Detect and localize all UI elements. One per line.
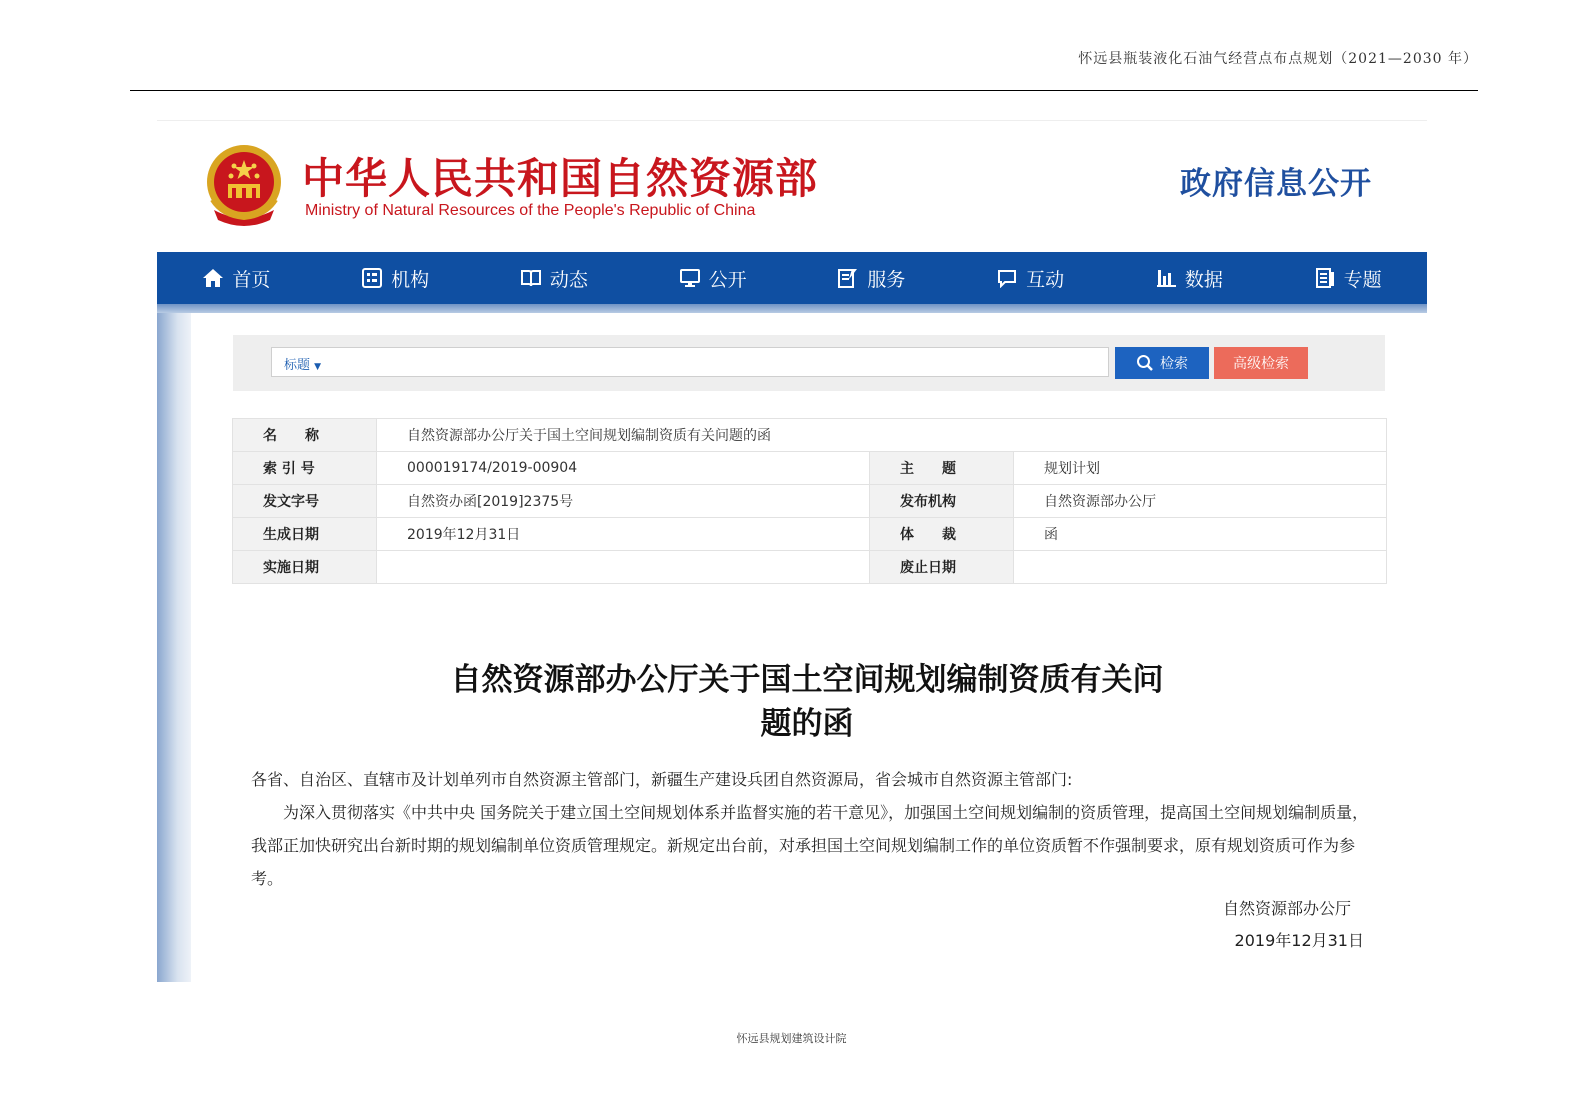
nav-item-data[interactable] [1110, 252, 1269, 304]
nav-label: 机构 [391, 268, 430, 291]
caret-down-icon: ▼ [314, 362, 322, 372]
nav-label: 公开 [708, 268, 747, 291]
search-input[interactable] [271, 347, 1109, 377]
nav-item-open[interactable] [633, 252, 792, 304]
expiry-label: 废止日期 [870, 551, 1014, 584]
topic-value: 规划计划 [1014, 452, 1387, 485]
nav-label: 动态 [549, 268, 588, 291]
genre-label: 体 裁 [870, 518, 1014, 551]
nav-underline [157, 304, 1427, 313]
issuer-label: 发布机构 [870, 485, 1014, 518]
table-row [233, 485, 1387, 518]
table-row [233, 518, 1387, 551]
nav-item-topic[interactable] [1268, 252, 1427, 304]
nav-label: 互动 [1026, 268, 1065, 291]
national-emblem-icon [204, 142, 284, 228]
document-title [157, 658, 1457, 746]
sign-date: 2019年12月31日 [1234, 931, 1364, 950]
info-table [232, 418, 1387, 584]
effective-label: 实施日期 [233, 551, 377, 584]
signer: 自然资源部办公厅 [1222, 899, 1351, 918]
name-value: 自然资源部办公厅关于国土空间规划编制资质有关问题的函 [377, 419, 1387, 452]
nav-label: 首页 [232, 268, 271, 291]
section-title[interactable]: 政府信息公开 [1180, 166, 1372, 202]
bar-chart-icon [1155, 268, 1177, 288]
name-label: 名 称 [233, 419, 377, 452]
site-subtitle: Ministry of Natural Resources of the People's Republic of China [305, 202, 756, 219]
title-line-1: 自然资源部办公厅关于国土空间规划编制资质有关问 [450, 662, 1164, 698]
nav-label: 专题 [1343, 268, 1382, 291]
monitor-icon [679, 268, 701, 288]
table-row [233, 551, 1387, 584]
genre-value: 函 [1014, 518, 1387, 551]
website-screenshot [157, 120, 1427, 982]
nav-item-home[interactable] [157, 252, 316, 304]
docno-value: 自然资办函[2019]2375号 [377, 485, 870, 518]
index-value: 000019174/2019-00904 [377, 452, 870, 485]
site-title: 中华人民共和国自然资源部 [302, 154, 819, 203]
nav-label: 数据 [1184, 268, 1223, 291]
body-paragraph: 为深入贯彻落实《中共中央 国务院关于建立国土空间规划体系并监督实施的若干意见》，加强国土空间规划编制的资质管理，提高国土空间规划编制质量，我部正加快研究出台新时期的规划编制单位资质管理规定。新规定出台前，对承担国土空间规划编制工作的单位资质暂不作强制要求，原有规划资质可作为参考。 [251, 803, 1369, 888]
salutation: 各省、自治区、直辖市及计划单列市自然资源主管部门，新疆生产建设兵团自然资源局，省会城市自然资源主管部门: [251, 770, 1073, 789]
chat-icon [996, 268, 1018, 288]
header-rule [130, 90, 1478, 91]
book-icon [520, 268, 542, 288]
left-shade [157, 313, 191, 982]
table-row [233, 419, 1387, 452]
table-row [233, 452, 1387, 485]
expiry-value [1014, 551, 1387, 584]
search-button-label: 检索 [1160, 356, 1188, 372]
topic-label: 主 题 [870, 452, 1014, 485]
search-icon [1136, 354, 1154, 372]
advanced-search-button[interactable]: 高级检索 [1214, 347, 1308, 379]
search-area [233, 335, 1385, 391]
title-line-2: 题的函 [760, 706, 854, 742]
effective-value [377, 551, 870, 584]
nav-item-interact[interactable] [951, 252, 1110, 304]
page-header-text: 怀远县瓶装液化石油气经营点布点规划（2021—2030 年） [1078, 51, 1478, 67]
date-value: 2019年12月31日 [377, 518, 870, 551]
org-icon [361, 268, 383, 288]
nav-label: 服务 [867, 268, 906, 291]
search-button[interactable] [1115, 347, 1209, 379]
nav-item-org[interactable] [316, 252, 475, 304]
search-scope-select[interactable]: 标题 ▼ [284, 358, 322, 373]
index-label: 索 引 号 [233, 452, 377, 485]
home-icon [202, 268, 224, 288]
date-label: 生成日期 [233, 518, 377, 551]
docno-label: 发文字号 [233, 485, 377, 518]
nav-item-service[interactable] [792, 252, 951, 304]
main-nav [157, 252, 1427, 304]
issuer-value: 自然资源部办公厅 [1014, 485, 1387, 518]
page-footer-text: 怀远县规划建筑设计院 [736, 1032, 847, 1045]
topic-icon [1314, 268, 1336, 288]
document-body [251, 763, 1369, 895]
nav-item-news[interactable] [475, 252, 634, 304]
top-divider [157, 120, 1427, 121]
edit-icon [837, 268, 859, 288]
